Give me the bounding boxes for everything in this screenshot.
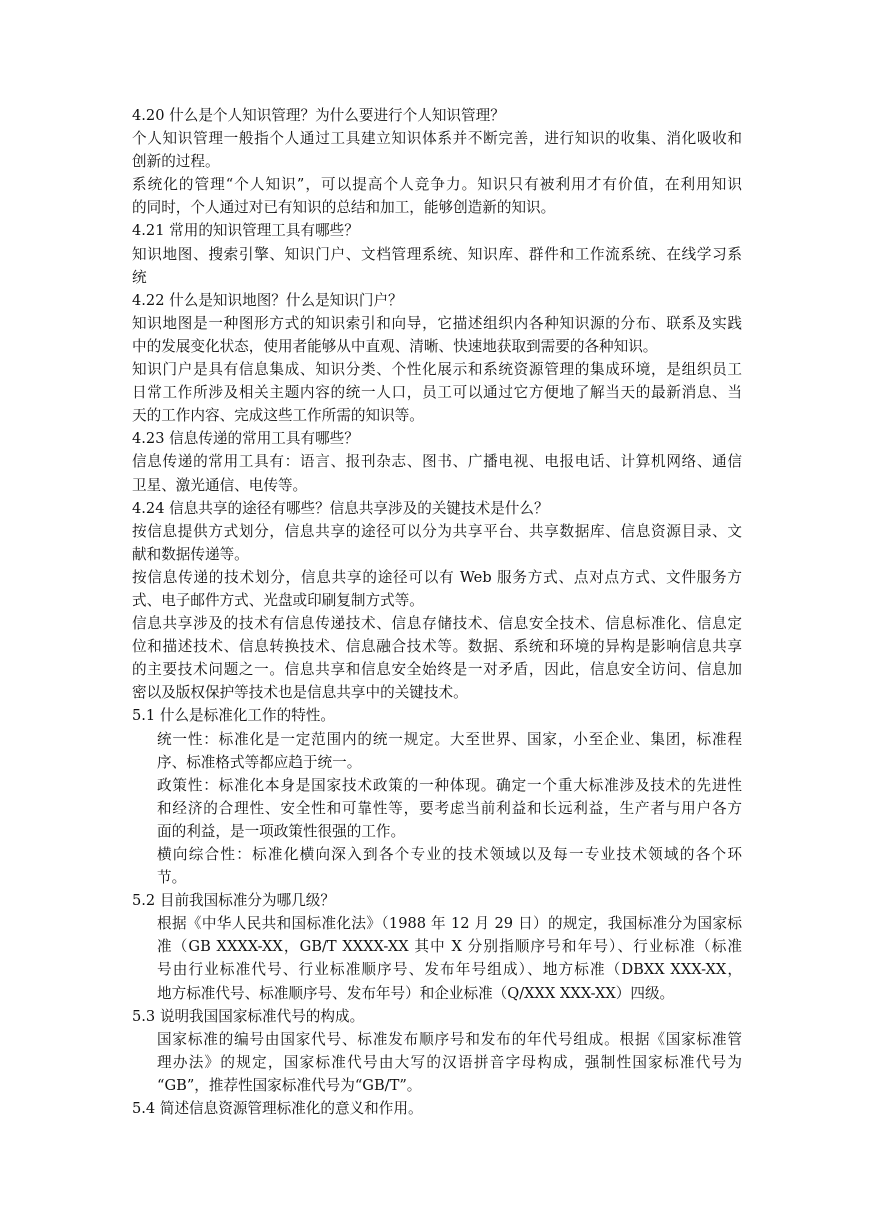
text-line: 卫星、激光通信、电传等。 [132,476,308,494]
text-line: 按信息传递的技术划分，信息共享的途径可以有 Web 服务方式、点对点方式、文件服务方 [132,568,742,586]
text-line: 政策性：标准化本身是国家技术政策的一种体现。确定一个重大标准涉及技术的先进性 [157,776,742,794]
text-line: 知识地图、搜索引擎、知识门户、文档管理系统、知识库、群件和工作流系统、在线学习系 [132,245,742,263]
text-line: 号由行业标准代号、行业标准顺序号、发布年号组成）、地方标准（DBXX XXX-XX， [157,961,742,979]
section-heading: 5.4 简述信息资源管理标准化的意义和作用。 [132,1100,423,1118]
text-line: “GB”，推荐性国家标准代号为“GB/T”。 [157,1076,422,1094]
text-line: 面的利益，是一项政策性很强的工作。 [157,822,406,840]
section-heading: 4.23 信息传递的常用工具有哪些？ [132,430,359,448]
text-line: 位和描述技术、信息转换技术、信息融合技术等。数据、系统和环境的异构是影响信息共享 [132,638,742,656]
text-line: 的同时，个人通过对已有知识的总结和加工，能够创造新的知识。 [132,199,556,217]
text-line: 序、标准格式等都应趋于统一。 [157,753,362,771]
text-line: 天的工作内容、完成这些工作所需的知识等。 [132,407,424,425]
text-line: 知识门户是具有信息集成、知识分类、个性化展示和系统资源管理的集成环境，是组织员工 [132,361,742,379]
text-line: 准（GB XXXX-XX，GB/T XXXX-XX 其中 X 分别指顺序号和年号）、行业标准（标准 [157,938,742,956]
section-heading: 4.21 常用的知识管理工具有哪些？ [132,222,359,240]
text-line: 密以及版权保护等技术也是信息共享中的关键技术。 [132,684,468,702]
text-line: 信息共享涉及的技术有信息传递技术、信息存储技术、信息安全技术、信息标准化、信息定 [132,615,742,633]
text-line: 按信息提供方式划分，信息共享的途径可以分为共享平台、共享数据库、信息资源目录、文 [132,522,742,540]
text-line: 献和数据传递等。 [132,545,249,563]
text-line: 知识地图是一种图形方式的知识索引和向导，它描述组织内各种知识源的分布、联系及实践 [132,314,742,332]
text-line: 系统化的管理“个人知识”，可以提高个人竞争力。知识只有被利用才有价值，在利用知识 [132,176,742,194]
section-heading: 4.24 信息共享的途径有哪些？信息共享涉及的关键技术是什么？ [132,499,549,517]
section-heading: 4.22 什么是知识地图？什么是知识门户？ [132,291,403,309]
text-line: 的主要技术问题之一。信息共享和信息安全始终是一对矛盾，因此，信息安全访问、信息加 [132,661,742,679]
section-heading: 4.20 什么是个人知识管理？为什么要进行个人知识管理？ [132,107,505,124]
text-line: 国家标准的编号由国家代号、标准发布顺序号和发布的年代号组成。根据《国家标准管 [157,1030,742,1048]
text-line: 横向综合性：标准化横向深入到各个专业的技术领域以及每一专业技术领域的各个环 [157,846,742,863]
text-line: 式、电子邮件方式、光盘或印刷复制方式等。 [132,591,424,609]
text-line: 中的发展变化状态，使用者能够从中直观、清晰、快速地获取到需要的各种知识。 [132,337,658,355]
text-line: 统一性：标准化是一定范围内的统一规定。大至世界、国家，小至企业、集团，标准程 [157,730,742,748]
text-line: 和经济的合理性、安全性和可靠性等，要考虑当前利益和长远利益，生产者与用户各方 [157,799,742,817]
text-line: 根据《中华人民共和国标准化法》（1988 年 12 月 29 日）的规定，我国标准分为国家标 [157,915,742,933]
section-heading: 5.3 说明我国国家标准代号的构成。 [132,1007,365,1025]
text-line: 创新的过程。 [132,153,220,171]
text-line: 地方标准代号、标准顺序号、发布年号）和企业标准（Q/XXX XXX-XX）四级。 [157,984,675,1002]
text-line: 统 [132,268,147,286]
section-heading: 5.1 什么是标准化工作的特性。 [132,707,335,725]
text-line: 信息传递的常用工具有：语言、报刊杂志、图书、广播电视、电报电话、计算机网络、通信 [132,453,742,471]
text-line: 日常工作所涉及相关主题内容的统一人口，员工可以通过它方便地了解当天的最新消息、当 [132,384,742,402]
text-line: 个人知识管理一般指个人通过工具建立知识体系并不断完善，进行知识的收集、消化吸收和 [132,130,742,148]
document-body [132,104,742,1120]
text-line: 理办法》的规定，国家标准代号由大写的汉语拼音字母构成，强制性国家标准代号为 [157,1053,742,1071]
text-line: 节。 [157,869,187,887]
section-heading: 5.2 目前我国标准分为哪几级？ [132,892,335,910]
